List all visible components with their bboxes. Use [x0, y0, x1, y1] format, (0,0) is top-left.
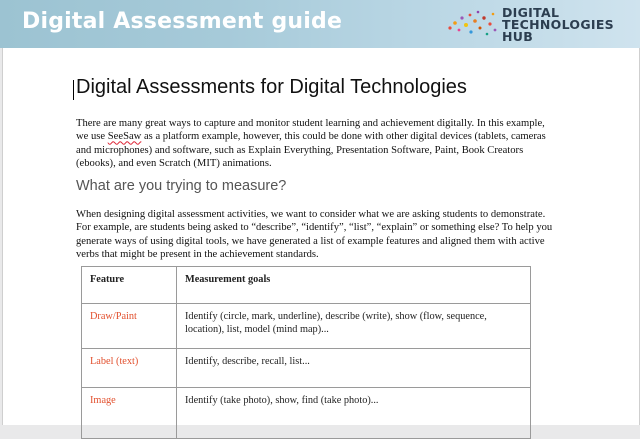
table-header-row [82, 267, 531, 304]
text-cursor [73, 80, 74, 100]
column-header: Measurement goals [177, 267, 531, 304]
section-heading[interactable]: What are you trying to measure? [76, 178, 287, 194]
logo-line: HUB [502, 29, 534, 44]
digital-technologies-hub-logo [446, 4, 636, 44]
logo-dots-icon [446, 6, 498, 42]
column-header: Feature [82, 267, 177, 304]
intro-text-after: as a platform example, however, this could be done with other digital devices (tablets, cameras and microphones) and software, such as Explain Everything, Presentation Software, Paint, Book Creators (ebooks), and even Scratch (MIT) animations. [76, 131, 546, 169]
table-row[interactable] [82, 304, 531, 349]
intro-paragraph[interactable] [76, 117, 556, 170]
spellcheck-flagged-word[interactable]: SeeSaw [107, 131, 142, 143]
feature-cell[interactable]: Label (text) [82, 349, 177, 388]
goals-cell[interactable]: Identify (circle, mark, underline), describe (write), show (flow, sequence, location), list, model (mind map)... [177, 304, 531, 349]
measurement-goals-table[interactable] [81, 266, 531, 439]
body-text: When designing digital assessment activities, we want to consider what we are asking students to demonstrate. For example, are students being asked to “describe”, “identify”, “list”, “explain” or something else? To help you generate ways of using digital tools, we have generated a list of example features and aligned them with active verbs that might be present in the achievement standards. [76, 209, 553, 260]
logo-line: DIGITAL [502, 5, 560, 20]
logo-text [502, 7, 614, 43]
document-title[interactable]: Digital Assessments for Digital Technologies [76, 76, 467, 98]
intro-text-before: There are many great ways to capture and monitor student learning and achievement digitally. In this example, we use [76, 118, 545, 143]
table-row[interactable] [82, 388, 531, 439]
table-row[interactable] [82, 349, 531, 388]
feature-cell[interactable]: Image [82, 388, 177, 439]
goals-cell[interactable]: Identify (take photo), show, find (take photo)... [177, 388, 531, 439]
header-banner [0, 0, 640, 48]
body-paragraph[interactable] [76, 208, 556, 261]
logo-line: TECHNOLOGIES [502, 17, 614, 32]
goals-cell[interactable]: Identify, describe, recall, list... [177, 349, 531, 388]
banner-title: Digital Assessment guide [22, 9, 343, 34]
feature-cell[interactable]: Draw/Paint [82, 304, 177, 349]
